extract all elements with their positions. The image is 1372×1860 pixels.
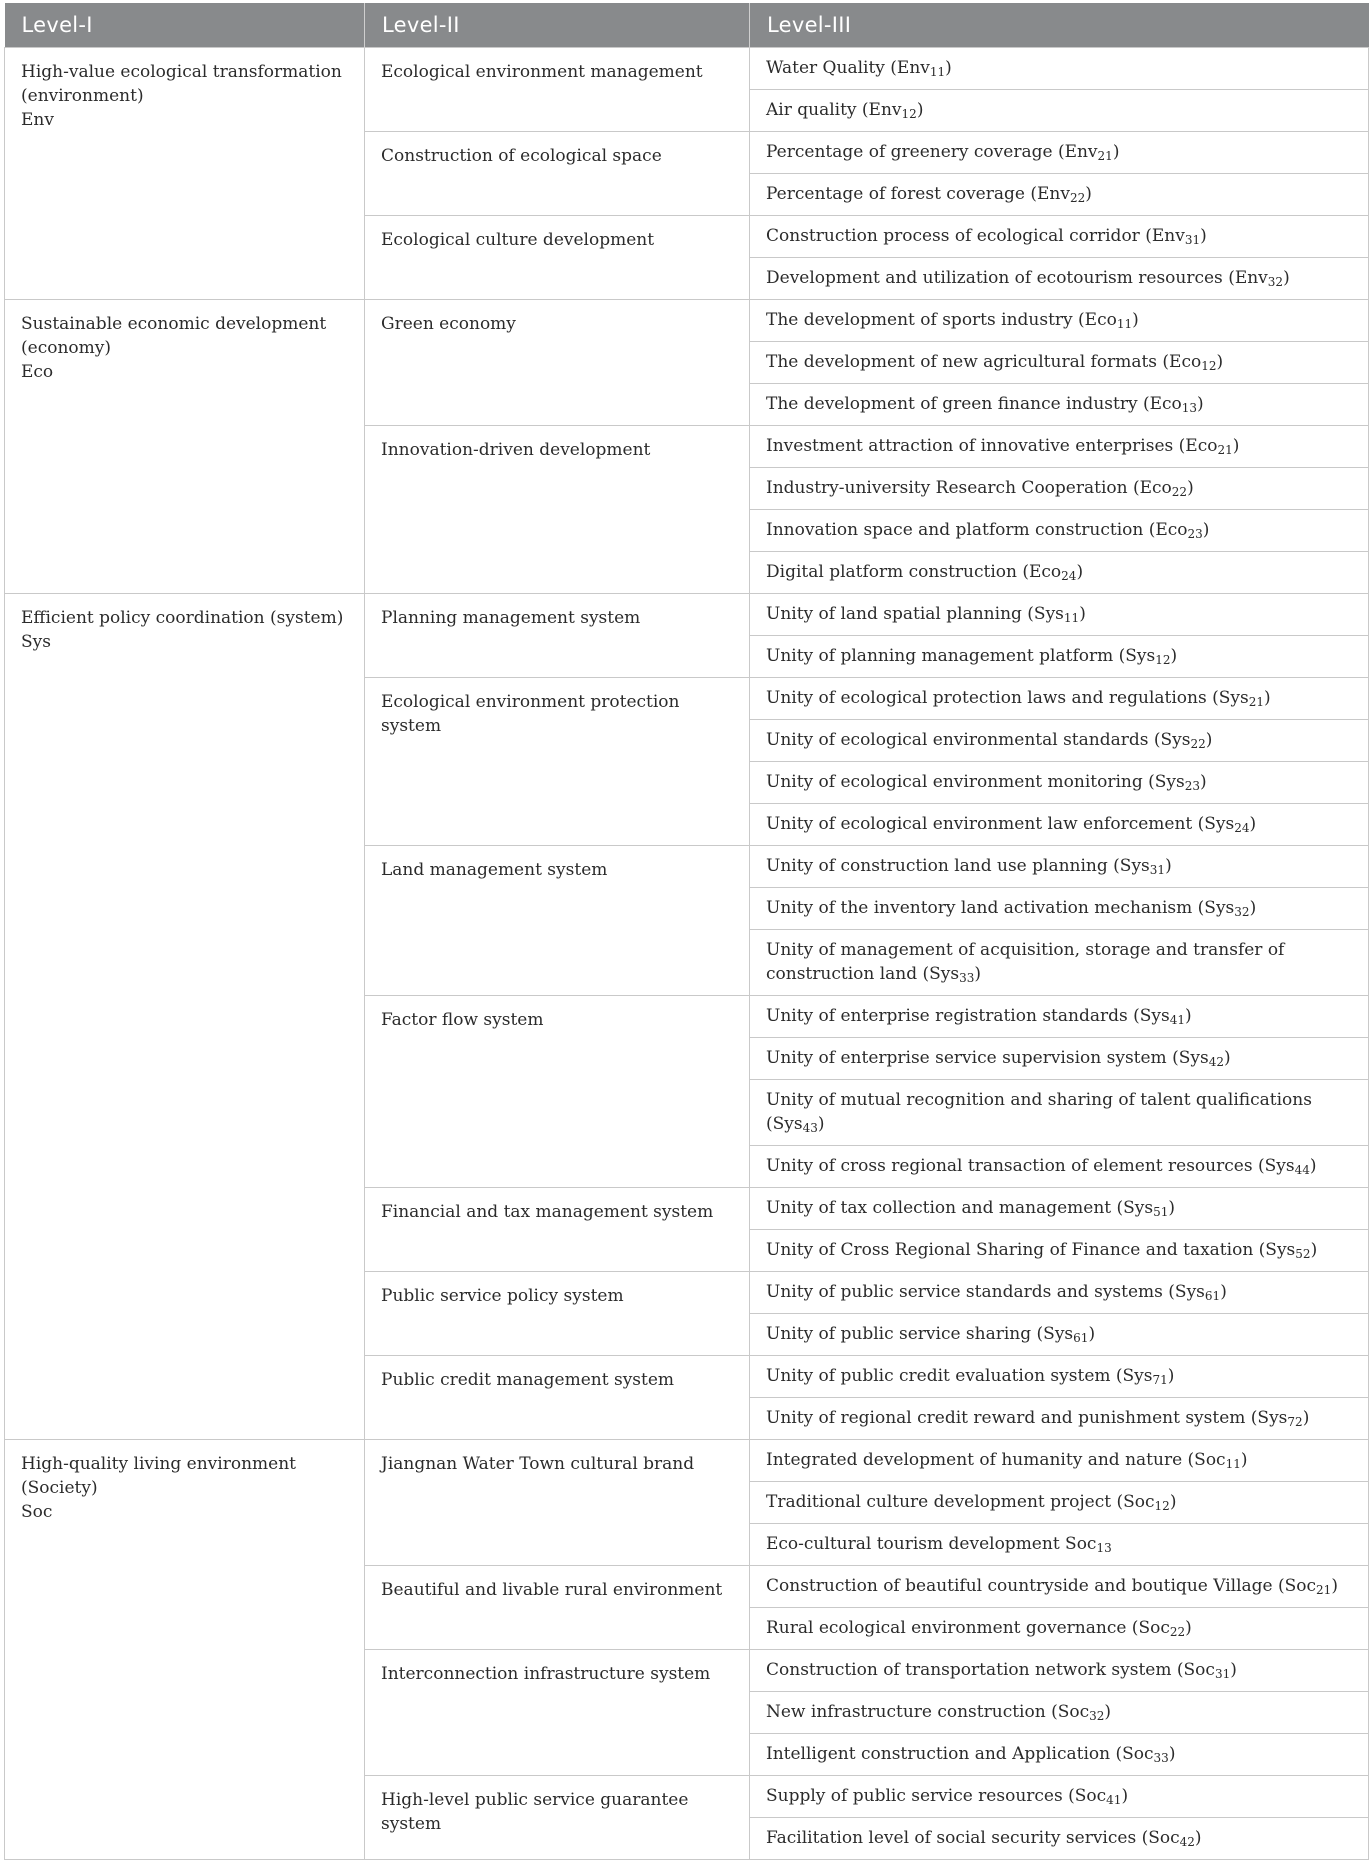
indicator-text: Unity of cross regional transaction of element resources (Sys xyxy=(766,1156,1295,1176)
level3-cell xyxy=(750,1356,1369,1398)
level3-cell xyxy=(750,678,1369,720)
level1-abbr: Soc xyxy=(21,1502,53,1522)
indicator-close: ) xyxy=(1167,1366,1175,1386)
indicator-subscript: 24 xyxy=(1061,569,1077,583)
level2-cell xyxy=(365,1272,750,1356)
indicator-text: Unity of ecological environment law enforcement (Sys xyxy=(766,814,1235,834)
indicator-subscript: 13 xyxy=(1181,401,1198,415)
level2-label: Ecological culture development xyxy=(381,230,655,250)
indicator-close: ) xyxy=(1200,772,1207,792)
level2-label: High-level public service guarantee system xyxy=(381,1790,689,1834)
header-level-3: Level-III xyxy=(750,3,1369,48)
level3-cell xyxy=(750,1038,1369,1080)
level3-cell xyxy=(750,1692,1369,1734)
indicator-close: ) xyxy=(1165,856,1172,876)
indicator-subscript: 61 xyxy=(1073,1331,1089,1345)
indicator-subscript: 52 xyxy=(1295,1247,1311,1261)
indicator-close: ) xyxy=(1168,1744,1176,1764)
level3-cell xyxy=(750,48,1369,90)
table-row xyxy=(5,300,1369,342)
level2-cell xyxy=(365,594,750,678)
indicator-close: ) xyxy=(1085,184,1092,204)
level2-cell xyxy=(365,426,750,594)
table-row xyxy=(5,48,1369,90)
level3-cell xyxy=(750,510,1369,552)
indicator-text: Integrated development of humanity and nature (Soc xyxy=(766,1450,1226,1470)
level1-abbr: Sys xyxy=(21,632,51,652)
indicator-close: ) xyxy=(1200,226,1207,246)
level1-label: High-quality living environment (Society) xyxy=(21,1454,296,1498)
level2-label: Construction of ecological space xyxy=(381,146,662,166)
indicator-close: ) xyxy=(1104,1702,1112,1722)
indicator-subscript: 33 xyxy=(959,971,975,985)
indicator-close: ) xyxy=(1088,1324,1096,1344)
level2-cell xyxy=(365,216,750,300)
indicator-close: ) xyxy=(1194,1828,1202,1848)
level2-cell xyxy=(365,996,750,1188)
indicator-close: ) xyxy=(1240,1450,1248,1470)
indicator-close: ) xyxy=(1185,1618,1192,1638)
indicator-subscript: 21 xyxy=(1316,1583,1332,1597)
indicator-text: The development of new agricultural formats (Eco xyxy=(766,352,1202,372)
level1-label: Sustainable economic development (economy) xyxy=(21,314,327,358)
level2-cell xyxy=(365,132,750,216)
indicator-close: ) xyxy=(1309,1156,1317,1176)
indicator-subscript: 31 xyxy=(1184,233,1201,247)
indicator-close: ) xyxy=(1249,814,1257,834)
level1-cell xyxy=(5,48,365,300)
indicator-close: ) xyxy=(1310,1240,1318,1260)
level3-cell xyxy=(750,1776,1369,1818)
indicator-text: The development of sports industry (Eco xyxy=(766,310,1117,330)
indicator-text: Construction of transportation network system (Soc xyxy=(766,1660,1215,1680)
indicator-text: The development of green finance industry (Eco xyxy=(766,394,1182,414)
indicator-subscript: 32 xyxy=(1234,905,1250,919)
indicator-close: ) xyxy=(945,58,952,78)
level2-label: Public service policy system xyxy=(381,1286,624,1306)
indicator-close: ) xyxy=(1076,562,1084,582)
indicator-text: Supply of public service resources (Soc xyxy=(766,1786,1107,1806)
level2-label: Innovation-driven development xyxy=(381,440,651,460)
indicator-close: ) xyxy=(1230,1660,1237,1680)
indicator-subscript: 11 xyxy=(1225,1457,1241,1471)
indicator-text: Unity of mutual recognition and sharing of talent qualifications (Sys xyxy=(766,1090,1312,1134)
indicator-close: ) xyxy=(1263,688,1271,708)
indicator-close: ) xyxy=(1168,1198,1176,1218)
indicator-text: Innovation space and platform construction (Eco xyxy=(766,520,1188,540)
indicator-text: Digital platform construction (Eco xyxy=(766,562,1062,582)
indicator-close: ) xyxy=(1249,898,1257,918)
indicator-close: ) xyxy=(916,100,924,120)
level3-cell xyxy=(750,132,1369,174)
indicator-close: ) xyxy=(1205,730,1213,750)
indicator-text: Unity of management of acquisition, storage and transfer of construction land (Sys xyxy=(766,940,1285,984)
indicator-subscript: 42 xyxy=(1208,1055,1224,1069)
level3-cell xyxy=(750,1188,1369,1230)
indicator-close: ) xyxy=(1112,142,1120,162)
indicator-close: ) xyxy=(1169,1492,1177,1512)
indicator-subscript: 11 xyxy=(929,65,946,79)
indicator-close: ) xyxy=(1202,520,1210,540)
level2-cell xyxy=(365,1356,750,1440)
indicator-text: Unity of planning management platform (Sys xyxy=(766,646,1156,666)
indicator-text: Eco-cultural tourism development Soc xyxy=(766,1534,1097,1554)
indicator-text: Unity of public service standards and systems (Sys xyxy=(766,1282,1205,1302)
level2-label: Interconnection infrastructure system xyxy=(381,1664,711,1684)
level3-cell xyxy=(750,342,1369,384)
indicator-close: ) xyxy=(1331,1576,1338,1596)
level2-label: Ecological environment management xyxy=(381,62,703,82)
indicator-subscript: 24 xyxy=(1234,821,1250,835)
level1-cell xyxy=(5,300,365,594)
level3-cell xyxy=(750,90,1369,132)
indicator-text: Unity of construction land use planning (Sys xyxy=(766,856,1150,876)
header-row xyxy=(5,3,1369,48)
level3-cell xyxy=(750,804,1369,846)
indicator-close: ) xyxy=(1197,394,1204,414)
indicator-text: Development and utilization of ecotourism resources (Env xyxy=(766,268,1268,288)
level2-cell xyxy=(365,300,750,426)
indicator-subscript: 23 xyxy=(1184,779,1201,793)
indicator-text: Percentage of greenery coverage (Env xyxy=(766,142,1098,162)
indicator-text: New infrastructure construction (Soc xyxy=(766,1702,1090,1722)
level2-cell xyxy=(365,1566,750,1650)
level3-cell xyxy=(750,1524,1369,1566)
level2-label: Public credit management system xyxy=(381,1370,675,1390)
indicator-text: Unity of the inventory land activation mechanism (Sys xyxy=(766,898,1235,918)
indicator-close: ) xyxy=(1185,1006,1192,1026)
indicator-subscript: 12 xyxy=(1201,359,1217,373)
indicator-subscript: 11 xyxy=(1116,317,1133,331)
level1-abbr: Env xyxy=(21,110,54,130)
indicator-close: ) xyxy=(1121,1786,1129,1806)
level1-cell xyxy=(5,594,365,1440)
level3-cell xyxy=(750,636,1369,678)
indicator-text: Water Quality (Env xyxy=(766,58,930,78)
indicator-table xyxy=(4,3,1369,1860)
indicator-subscript: 22 xyxy=(1069,191,1086,205)
level3-cell xyxy=(750,1314,1369,1356)
level3-cell xyxy=(750,888,1369,930)
indicator-close: ) xyxy=(1187,478,1194,498)
indicator-text: Unity of land spatial planning (Sys xyxy=(766,604,1064,624)
level3-cell xyxy=(750,1272,1369,1314)
indicator-text: Construction process of ecological corridor (Env xyxy=(766,226,1185,246)
indicator-close: ) xyxy=(1302,1408,1310,1428)
indicator-close: ) xyxy=(1220,1282,1227,1302)
level3-cell xyxy=(750,996,1369,1038)
indicator-subscript: 12 xyxy=(1154,1499,1170,1513)
level2-label: Beautiful and livable rural environment xyxy=(381,1580,723,1600)
level3-cell xyxy=(750,468,1369,510)
indicator-subscript: 21 xyxy=(1097,149,1113,163)
table-body xyxy=(5,48,1369,1860)
level2-cell xyxy=(365,48,750,132)
indicator-text: Air quality (Env xyxy=(766,100,902,120)
indicator-subscript: 41 xyxy=(1106,1793,1122,1807)
indicator-subscript: 72 xyxy=(1287,1415,1303,1429)
indicator-close: ) xyxy=(1232,436,1240,456)
indicator-text: Unity of Cross Regional Sharing of Finance and taxation (Sys xyxy=(766,1240,1296,1260)
indicator-subscript: 33 xyxy=(1153,1751,1169,1765)
indicator-subscript: 22 xyxy=(1190,737,1206,751)
indicator-text: Facilitation level of social security services (Soc xyxy=(766,1828,1180,1848)
indicator-subscript: 32 xyxy=(1267,275,1284,289)
level2-cell xyxy=(365,846,750,996)
indicator-subscript: 42 xyxy=(1179,1835,1195,1849)
indicator-subscript: 21 xyxy=(1217,443,1233,457)
level3-cell xyxy=(750,552,1369,594)
indicator-text: Unity of regional credit reward and punishment system (Sys xyxy=(766,1408,1288,1428)
indicator-text: Intelligent construction and Application (Soc xyxy=(766,1744,1154,1764)
level3-cell xyxy=(750,426,1369,468)
indicator-text: Rural ecological environment governance (Soc xyxy=(766,1618,1170,1638)
level2-cell xyxy=(365,1650,750,1776)
indicator-text: Percentage of forest coverage (Env xyxy=(766,184,1070,204)
indicator-text: Unity of ecological environmental standards (Sys xyxy=(766,730,1191,750)
level3-cell xyxy=(750,1734,1369,1776)
indicator-subscript: 11 xyxy=(1063,611,1080,625)
indicator-subscript: 41 xyxy=(1169,1013,1186,1027)
indicator-close: ) xyxy=(1170,646,1178,666)
indicator-close: ) xyxy=(1223,1048,1231,1068)
level2-label: Financial and tax management system xyxy=(381,1202,714,1222)
indicator-text: Industry-university Research Cooperation (Eco xyxy=(766,478,1172,498)
level1-abbr: Eco xyxy=(21,362,54,382)
indicator-close: ) xyxy=(1132,310,1139,330)
level3-cell xyxy=(750,1146,1369,1188)
indicator-close: ) xyxy=(1079,604,1086,624)
level2-label: Land management system xyxy=(381,860,608,880)
level3-cell xyxy=(750,1818,1369,1860)
level3-cell xyxy=(750,1440,1369,1482)
level2-label: Green economy xyxy=(381,314,516,334)
indicator-subscript: 12 xyxy=(1155,653,1171,667)
level3-cell xyxy=(750,1398,1369,1440)
level3-cell xyxy=(750,174,1369,216)
indicator-subscript: 51 xyxy=(1153,1205,1169,1219)
indicator-text: Unity of public service sharing (Sys xyxy=(766,1324,1074,1344)
header-level-1: Level-I xyxy=(5,3,365,48)
indicator-subscript: 22 xyxy=(1171,485,1188,499)
level3-cell xyxy=(750,1080,1369,1146)
level2-label: Factor flow system xyxy=(381,1010,544,1030)
indicator-text: Unity of public credit evaluation system (Sys xyxy=(766,1366,1153,1386)
level2-cell xyxy=(365,1776,750,1860)
table-row xyxy=(5,1440,1369,1482)
level1-label: High-value ecological transformation (environment) xyxy=(21,62,342,106)
indicator-close: ) xyxy=(817,1114,825,1134)
level2-cell xyxy=(365,1440,750,1566)
indicator-subscript: 44 xyxy=(1294,1163,1310,1177)
level1-cell xyxy=(5,1440,365,1860)
level3-cell xyxy=(750,1566,1369,1608)
indicator-text: Unity of ecological environment monitoring (Sys xyxy=(766,772,1185,792)
indicator-text: Construction of beautiful countryside and boutique Village (Soc xyxy=(766,1576,1317,1596)
indicator-text: Investment attraction of innovative enterprises (Eco xyxy=(766,436,1218,456)
table-row xyxy=(5,594,1369,636)
level3-cell xyxy=(750,1608,1369,1650)
indicator-subscript: 32 xyxy=(1089,1709,1105,1723)
indicator-subscript: 43 xyxy=(802,1121,818,1135)
level3-cell xyxy=(750,846,1369,888)
level2-cell xyxy=(365,1188,750,1272)
indicator-text: Unity of enterprise service supervision system (Sys xyxy=(766,1048,1209,1068)
level3-cell xyxy=(750,762,1369,804)
level2-label: Planning management system xyxy=(381,608,641,628)
indicator-close: ) xyxy=(1216,352,1224,372)
indicator-text: Unity of enterprise registration standards (Sys xyxy=(766,1006,1170,1026)
indicator-text: Unity of ecological protection laws and regulations (Sys xyxy=(766,688,1249,708)
level3-cell xyxy=(750,1650,1369,1692)
level2-label: Jiangnan Water Town cultural brand xyxy=(381,1454,695,1474)
indicator-close: ) xyxy=(1283,268,1290,288)
level3-cell xyxy=(750,216,1369,258)
header-level-2: Level-II xyxy=(365,3,750,48)
indicator-text: Traditional culture development project (Soc xyxy=(766,1492,1155,1512)
indicator-subscript: 13 xyxy=(1096,1541,1112,1555)
level3-cell xyxy=(750,258,1369,300)
indicator-subscript: 12 xyxy=(901,107,917,121)
level3-cell xyxy=(750,594,1369,636)
table-header xyxy=(5,3,1369,48)
indicator-subscript: 61 xyxy=(1204,1289,1221,1303)
indicator-subscript: 31 xyxy=(1149,863,1166,877)
level3-cell xyxy=(750,300,1369,342)
level2-cell xyxy=(365,678,750,846)
indicator-subscript: 71 xyxy=(1152,1373,1168,1387)
indicator-subscript: 31 xyxy=(1214,1667,1231,1681)
indicator-text: Unity of tax collection and management (Sys xyxy=(766,1198,1154,1218)
level2-label: Ecological environment protection system xyxy=(381,692,680,736)
indicator-subscript: 23 xyxy=(1187,527,1203,541)
indicator-subscript: 22 xyxy=(1169,1625,1186,1639)
indicator-subscript: 21 xyxy=(1248,695,1264,709)
level3-cell xyxy=(750,720,1369,762)
level3-cell xyxy=(750,1482,1369,1524)
level3-cell xyxy=(750,930,1369,996)
level1-label: Efficient policy coordination (system) xyxy=(21,608,344,628)
level3-cell xyxy=(750,1230,1369,1272)
indicator-table-container xyxy=(4,3,1368,1860)
indicator-close: ) xyxy=(974,964,982,984)
level3-cell xyxy=(750,384,1369,426)
